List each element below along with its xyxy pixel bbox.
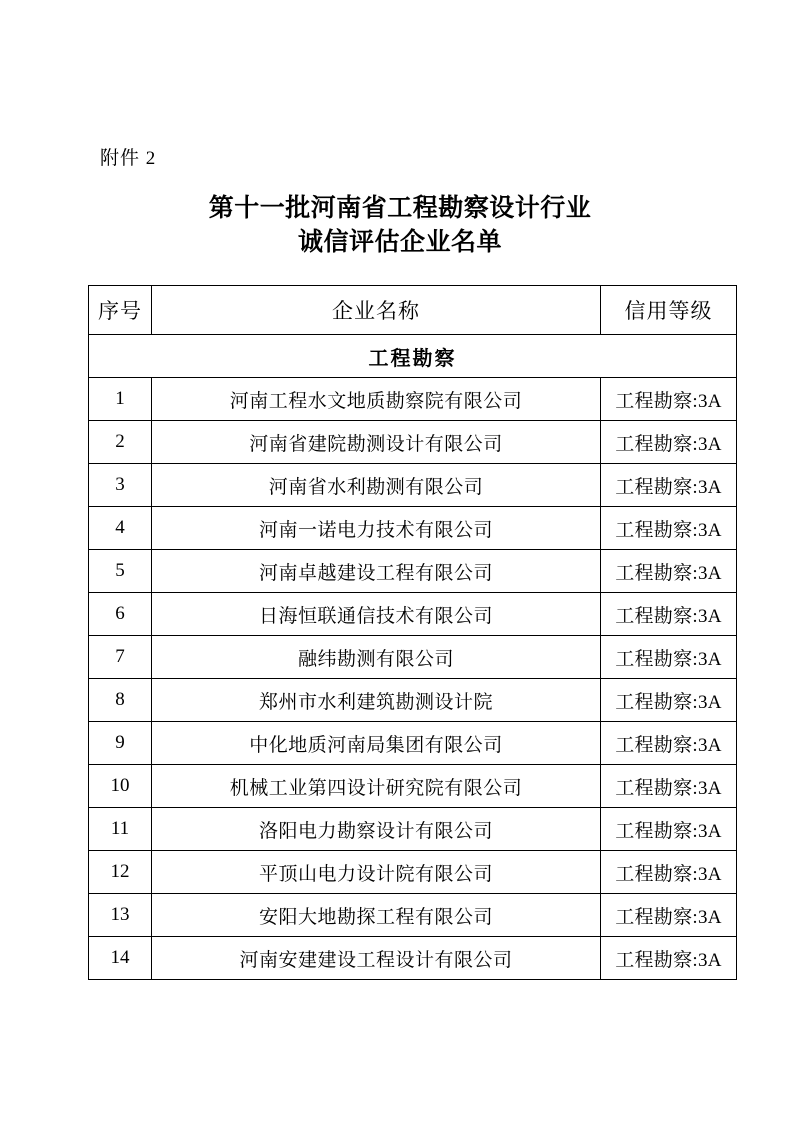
row-no: 9 [89,722,152,765]
row-company-name: 中化地质河南局集团有限公司 [152,722,601,765]
page-title-line-1: 第十一批河南省工程勘察设计行业 [208,195,592,222]
table-row [89,937,737,980]
table-row [89,679,737,722]
section-title-cell: 工程勘察 [89,335,737,378]
table-row [89,722,737,765]
row-no: 13 [89,894,152,937]
page-title [0,192,800,260]
row-no: 3 [89,464,152,507]
row-no: 6 [89,593,152,636]
row-no: 11 [89,808,152,851]
row-company-name: 河南卓越建设工程有限公司 [152,550,601,593]
row-credit-grade: 工程勘察:3A [601,421,737,464]
table-row [89,593,737,636]
row-credit-grade: 工程勘察:3A [601,722,737,765]
table-row [89,464,737,507]
header-cell-no: 序号 [89,286,152,335]
table-row [89,378,737,421]
table-row [89,851,737,894]
attachment-label: 附件 2 [100,148,157,169]
row-company-name: 平顶山电力设计院有限公司 [152,851,601,894]
table-row [89,894,737,937]
table-row [89,507,737,550]
table-row [89,636,737,679]
row-company-name: 河南安建建设工程设计有限公司 [152,937,601,980]
header-cell-name: 企业名称 [152,286,601,335]
table-row [89,808,737,851]
row-no: 10 [89,765,152,808]
row-credit-grade: 工程勘察:3A [601,507,737,550]
row-company-name: 融纬勘测有限公司 [152,636,601,679]
header-cell-grade: 信用等级 [601,286,737,335]
table-row [89,421,737,464]
table-section-row [89,335,737,378]
row-company-name: 机械工业第四设计研究院有限公司 [152,765,601,808]
row-credit-grade: 工程勘察:3A [601,593,737,636]
table-row [89,550,737,593]
company-list-table [88,285,737,980]
row-company-name: 安阳大地勘探工程有限公司 [152,894,601,937]
row-credit-grade: 工程勘察:3A [601,808,737,851]
row-credit-grade: 工程勘察:3A [601,679,737,722]
row-credit-grade: 工程勘察:3A [601,894,737,937]
row-company-name: 河南一诺电力技术有限公司 [152,507,601,550]
row-credit-grade: 工程勘察:3A [601,378,737,421]
row-credit-grade: 工程勘察:3A [601,765,737,808]
table-row [89,765,737,808]
row-company-name: 郑州市水利建筑勘测设计院 [152,679,601,722]
row-no: 7 [89,636,152,679]
row-no: 4 [89,507,152,550]
row-company-name: 洛阳电力勘察设计有限公司 [152,808,601,851]
row-no: 2 [89,421,152,464]
row-credit-grade: 工程勘察:3A [601,636,737,679]
row-credit-grade: 工程勘察:3A [601,464,737,507]
row-no: 5 [89,550,152,593]
row-company-name: 河南省建院勘测设计有限公司 [152,421,601,464]
table-header-row [89,286,737,335]
row-no: 8 [89,679,152,722]
row-company-name: 河南工程水文地质勘察院有限公司 [152,378,601,421]
row-credit-grade: 工程勘察:3A [601,851,737,894]
row-no: 14 [89,937,152,980]
row-company-name: 河南省水利勘测有限公司 [152,464,601,507]
row-credit-grade: 工程勘察:3A [601,937,737,980]
row-no: 12 [89,851,152,894]
row-credit-grade: 工程勘察:3A [601,550,737,593]
page-title-line-2: 诚信评估企业名单 [297,229,502,256]
row-no: 1 [89,378,152,421]
row-company-name: 日海恒联通信技术有限公司 [152,593,601,636]
